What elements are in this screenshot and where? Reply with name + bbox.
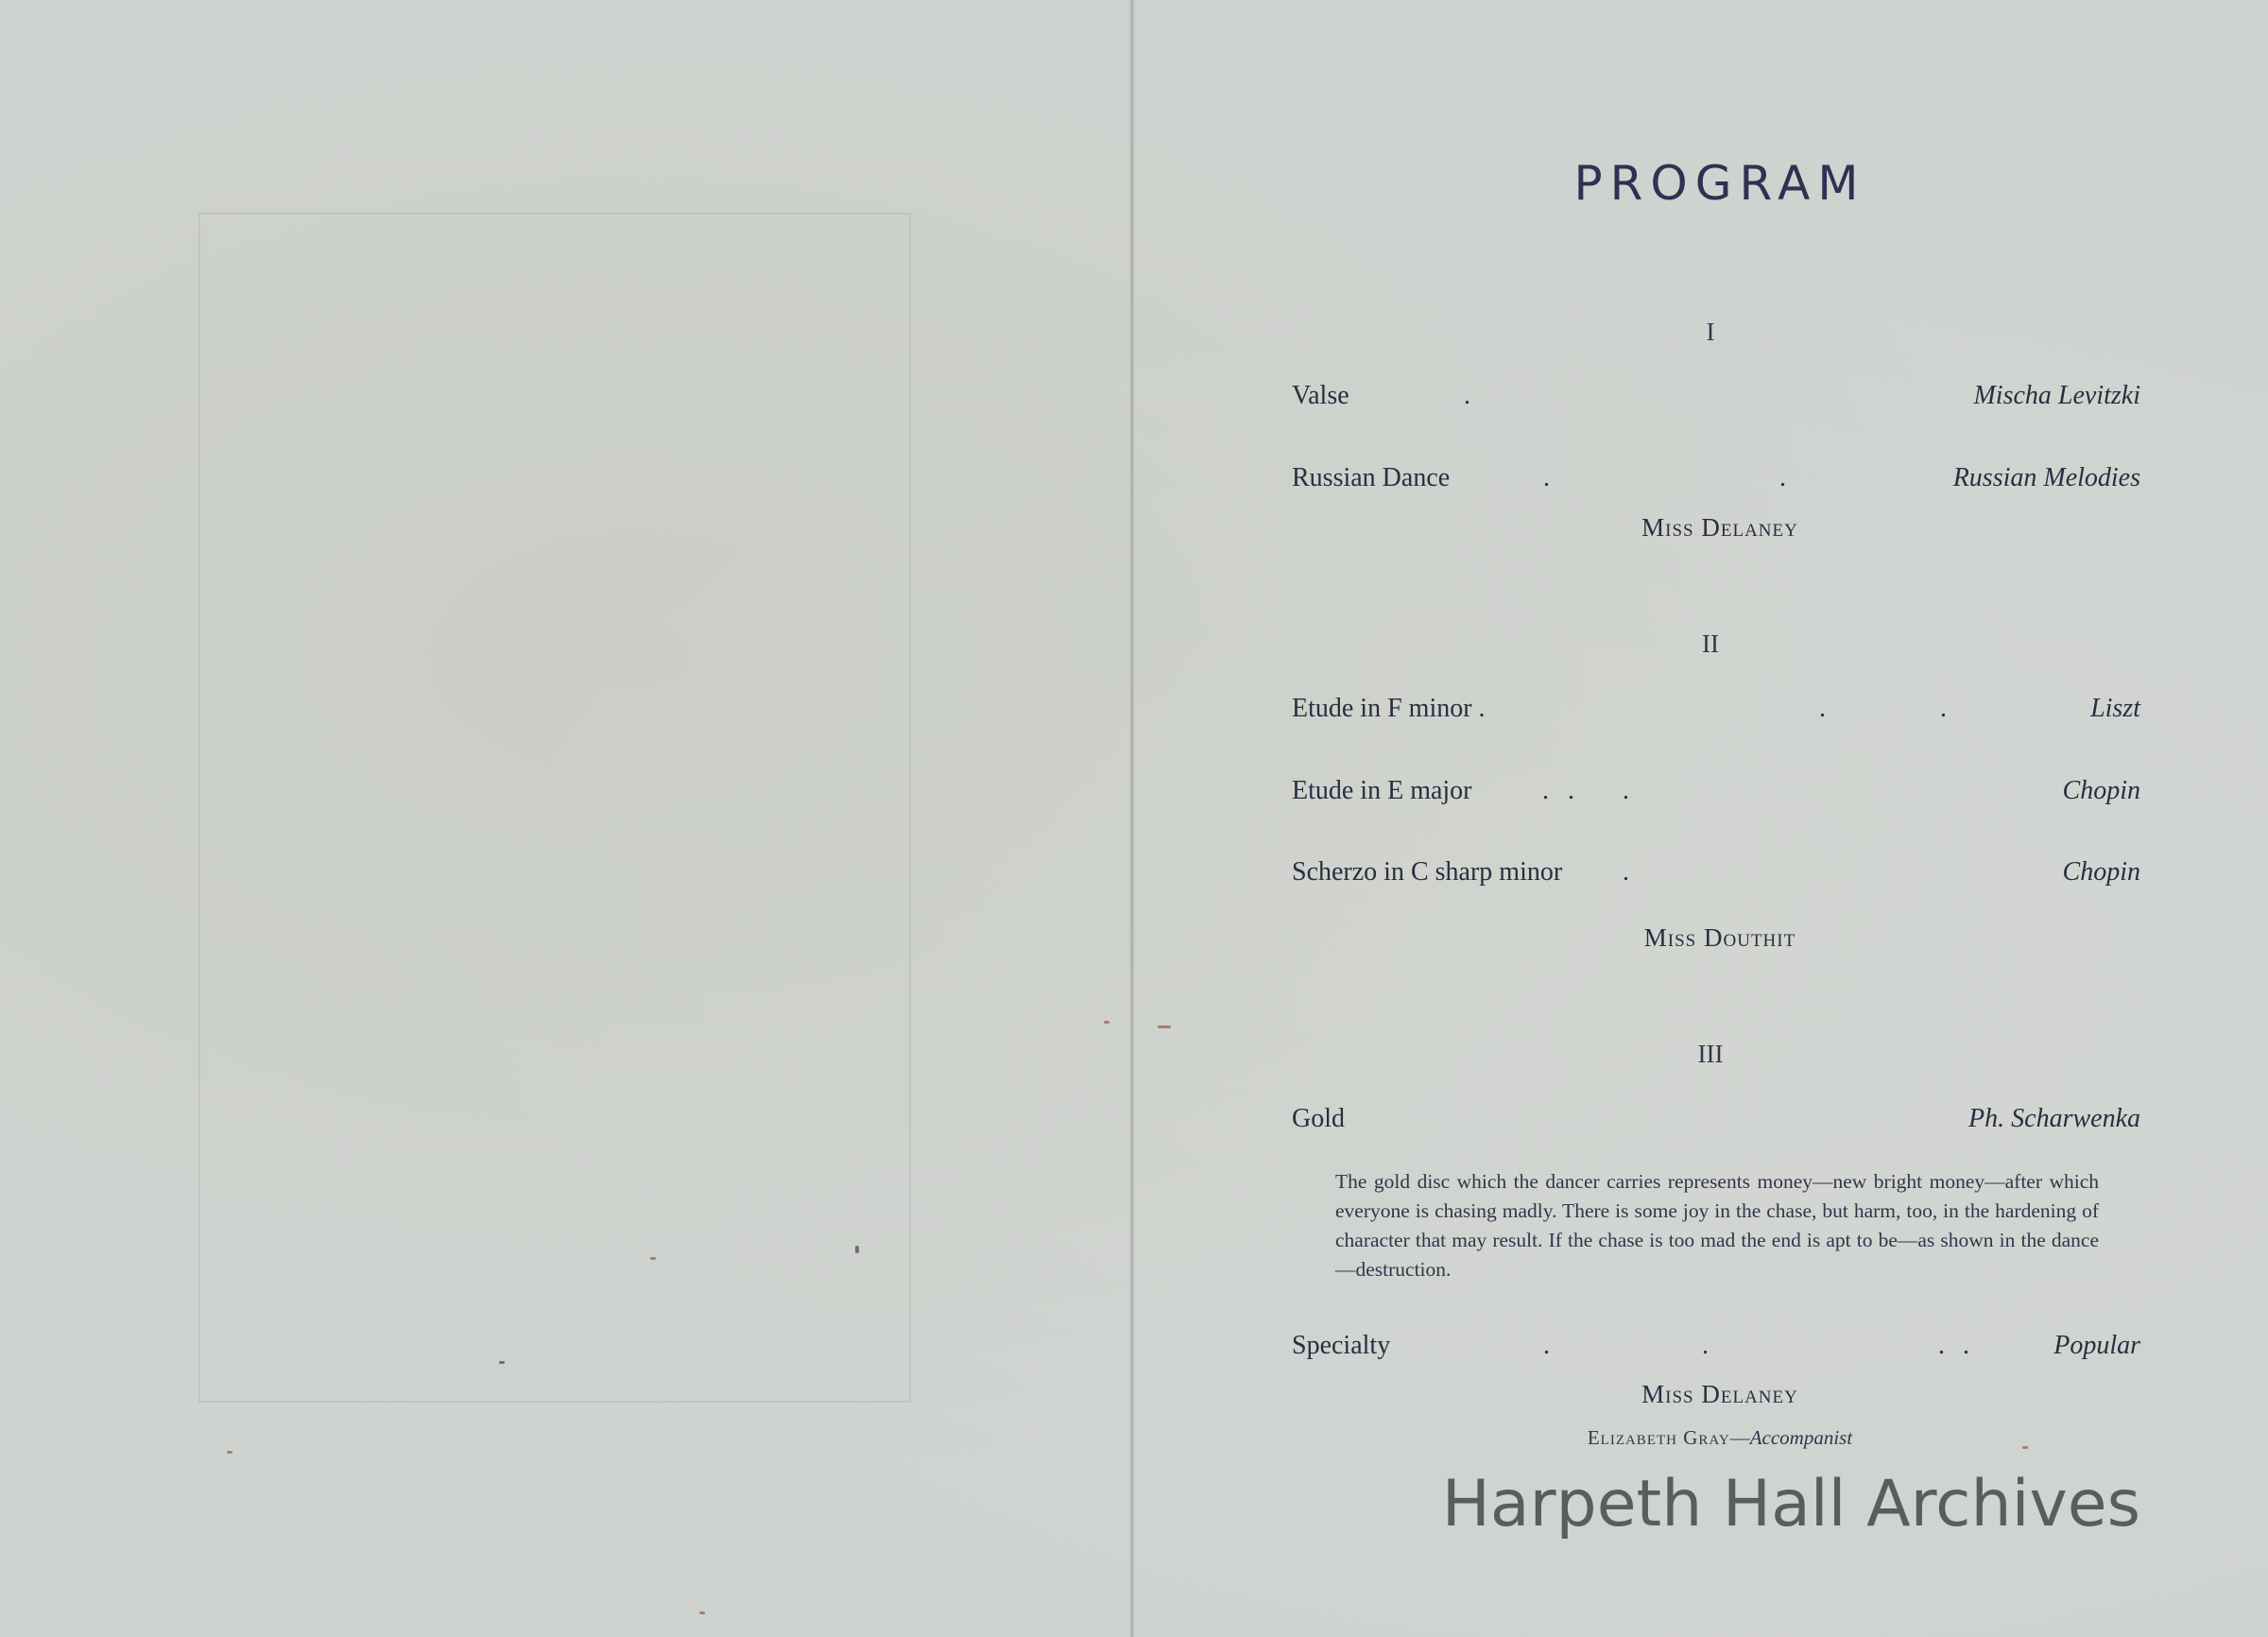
performer-name: Miss Delaney <box>1641 513 1798 542</box>
program-item <box>1292 463 2140 497</box>
paper-speck <box>855 1246 859 1253</box>
center-fold <box>1129 0 1135 1637</box>
piece-title: Valse <box>1292 381 1349 410</box>
accompanist-name: Elizabeth Gray <box>1587 1426 1730 1449</box>
piece-title: Scherzo in C sharp minor <box>1292 857 1563 887</box>
piece-title: Russian Dance <box>1292 463 1451 492</box>
leader-dot: . <box>1702 1331 1709 1360</box>
program-item <box>1292 776 2140 810</box>
composer-name: Chopin <box>2062 857 2140 887</box>
composer-name: Russian Melodies <box>1952 463 2140 492</box>
program-item <box>1292 1331 2140 1365</box>
accompanist-dash: — <box>1729 1426 1750 1449</box>
program-item <box>1292 381 2140 415</box>
piece-title: Etude in F minor . <box>1292 694 1486 723</box>
accompanist-role: Accompanist <box>1749 1426 1853 1449</box>
paper-speck <box>1158 1025 1171 1028</box>
accompanist-credit <box>1418 1426 2022 1450</box>
paper-speck <box>227 1451 232 1454</box>
piece-title: Etude in E major <box>1292 776 1472 805</box>
program-item <box>1292 857 2140 891</box>
dance-description: The gold disc which the dancer carries represents money—new bright money—after which everyone is chasing madly. There is some joy in the chase, but harm, too, in the hardening of character that may result. If the chase is too mad the end is apt to be—as shown in the dance—destruction. <box>1335 1170 2099 1281</box>
archive-watermark: Harpeth Hall Archives <box>1441 1467 2140 1542</box>
leader-dot: . <box>1819 694 1826 723</box>
leader-dot: . <box>1623 857 1629 887</box>
leader-dot: . <box>1623 776 1629 805</box>
leader-dot: . <box>1938 1331 1945 1360</box>
composer-name: Chopin <box>2062 776 2140 805</box>
piece-title: Gold <box>1292 1104 1345 1133</box>
leader-dot: . <box>1543 463 1550 492</box>
performer-name: Miss Delaney <box>1641 1380 1798 1408</box>
leader-dot: . <box>1779 463 1786 492</box>
show-through-frame <box>198 213 911 1403</box>
program-title: PROGRAM <box>1573 156 1866 211</box>
section-numeral-iii: III <box>1697 1040 1724 1068</box>
composer-name: Ph. Scharwenka <box>1968 1104 2140 1133</box>
composer-name: Popular <box>2053 1331 2140 1360</box>
program-item <box>1292 1104 2140 1138</box>
paper-speck <box>650 1257 656 1260</box>
paper-speck <box>499 1361 505 1364</box>
section-numeral-ii: II <box>1702 629 1719 658</box>
leader-dot: . <box>1963 1331 1969 1360</box>
leader-dot: . <box>1940 694 1947 723</box>
leader-dot: . <box>1568 776 1574 805</box>
composer-name: Liszt <box>2090 694 2140 723</box>
paper-speck <box>2022 1446 2028 1449</box>
leader-dot: . <box>1464 381 1470 410</box>
leader-dot: . <box>1542 776 1549 805</box>
leader-dot: . <box>1543 1331 1550 1360</box>
performer-name: Miss Douthit <box>1643 923 1796 952</box>
program-item <box>1292 694 2140 728</box>
section-numeral-i: I <box>1706 318 1715 346</box>
paper-speck <box>699 1611 705 1614</box>
composer-name: Mischa Levitzki <box>1973 381 2140 410</box>
paper-speck <box>1104 1021 1109 1024</box>
piece-title: Specialty <box>1292 1331 1391 1360</box>
